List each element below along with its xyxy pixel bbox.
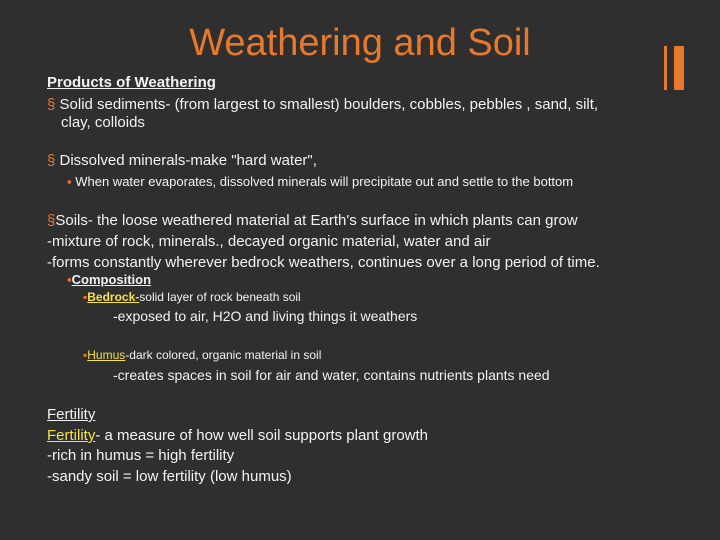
soils-item [47, 212, 578, 229]
dissolved-text: Dissolved minerals-make "hard water", [59, 152, 317, 169]
evaporates-text: When water evaporates, dissolved minerals will precipitate out and settle to the bottom [75, 174, 574, 189]
bullet-icon: § [47, 96, 56, 113]
fertility-term: Fertility [47, 427, 96, 444]
solid-sediments-item [47, 96, 598, 113]
evaporates-item [67, 174, 573, 189]
solid-line-2: clay, colloids [61, 114, 145, 131]
fertility-heading: Fertility [47, 406, 96, 423]
slide-title: Weathering and Soil [189, 22, 531, 64]
dissolved-item [47, 152, 317, 169]
humus-definition: -dark colored, organic material in soil [125, 348, 322, 362]
humus-term: Humus [87, 348, 126, 362]
bullet-icon: § [47, 152, 56, 169]
bullet-icon: § [47, 212, 56, 229]
solid-line-1: Solid sediments- (from largest to smallest) boulders, cobbles, pebbles , sand, silt, [59, 96, 599, 113]
soils-line-3: -forms constantly wherever bedrock weathers, continues over a long period of time. [47, 254, 600, 271]
small-bullet-icon: ▪ [67, 174, 72, 189]
bedrock-sub: -exposed to air, H2O and living things it weathers [113, 308, 418, 324]
bedrock-item [83, 290, 301, 304]
rich-humus-line: -rich in humus = high fertility [47, 447, 235, 464]
fertility-definition-line [47, 427, 428, 444]
composition-item [67, 272, 151, 287]
small-bullet-icon: ▪ [83, 290, 88, 304]
products-heading: Products of Weathering [47, 74, 216, 91]
soils-line-2: -mixture of rock, minerals., decayed organic material, water and air [47, 233, 491, 250]
humus-sub: -creates spaces in soil for air and water, contains nutrients plants need [113, 367, 550, 383]
accent-bar-thin [664, 46, 667, 90]
fertility-definition: - a measure of how well soil supports plant growth [95, 427, 429, 444]
soils-line-1: Soils- the loose weathered material at Earth's surface in which plants can grow [55, 212, 578, 229]
humus-item [83, 348, 321, 362]
small-bullet-icon: ▪ [67, 272, 72, 287]
sandy-soil-line: -sandy soil = low fertility (low humus) [47, 468, 292, 485]
composition-label: Composition [71, 272, 152, 287]
small-bullet-icon: ▪ [83, 348, 88, 362]
bedrock-definition: solid layer of rock beneath soil [139, 290, 301, 304]
accent-bar-thick [674, 46, 684, 90]
bedrock-term: Bedrock- [87, 290, 140, 304]
